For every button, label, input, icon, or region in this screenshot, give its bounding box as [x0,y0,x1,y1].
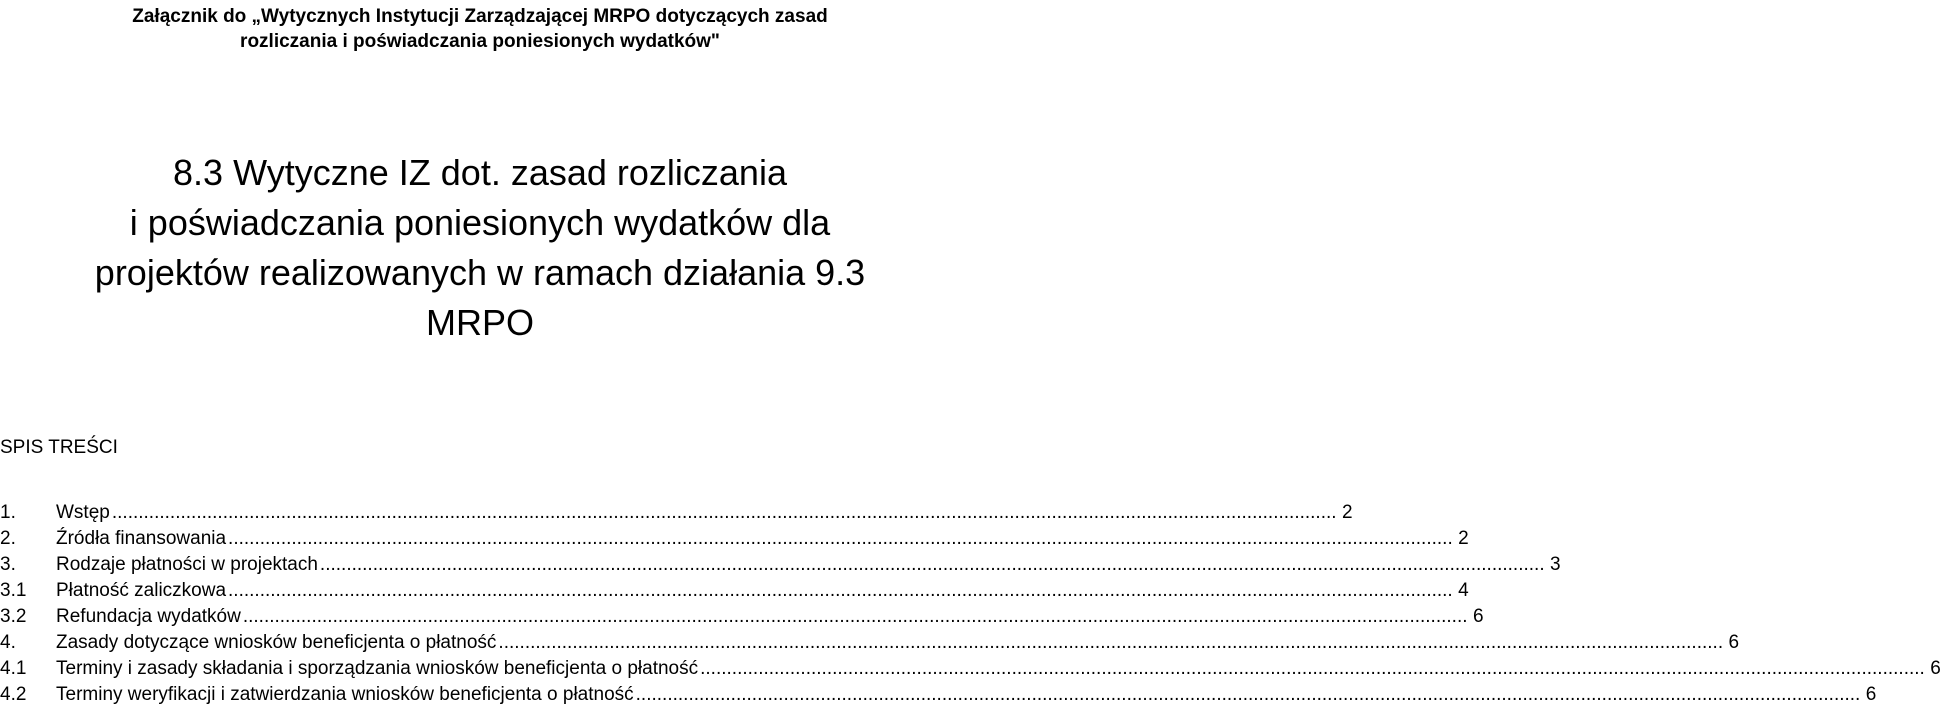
toc-entry-number: 4.1 [0,658,27,679]
table-of-contents [0,500,1941,708]
toc-entry-number: 1. [0,502,16,523]
header-line-1: Załącznik do „Wytycznych Instytucji Zarządzającej MRPO dotyczących zasad [132,6,828,27]
header-line-2: rozliczania i poświadczania poniesionych wydatków" [240,31,720,52]
toc-entry-page: 2 [1458,528,1469,549]
toc-entry[interactable] [0,682,1877,708]
toc-dot-leader [228,526,1453,552]
title-line-1: 8.3 Wytyczne IZ dot. zasad rozliczania [173,152,787,193]
toc-entry[interactable] [0,630,1740,656]
toc-entry-title: Zasady dotyczące wniosków beneficjenta o płatność [56,632,497,653]
toc-entry-title: Źródła finansowania [56,528,227,549]
title-line-4: MRPO [426,302,534,343]
toc-entry-number: 4. [0,632,16,653]
toc-entry-number: 3. [0,554,16,575]
toc-entry[interactable] [0,552,1561,578]
document-title [0,148,960,348]
title-line-3: projektów realizowanych w ramach działania 9.3 [94,252,866,293]
toc-entry-title: Płatność zaliczkowa [56,580,227,601]
toc-entry-number: 3.1 [0,580,27,601]
toc-entry-page: 6 [1728,632,1740,653]
toc-entry-title: Terminy i zasady składania i sporządzania wniosków beneficjenta o płatność [56,658,699,679]
toc-entry[interactable] [0,500,1353,526]
toc-heading: SPIS TREŚCI [0,437,118,458]
toc-entry-title: Terminy weryfikacji i zatwierdzania wniosków beneficjenta o płatność [56,684,634,705]
toc-dot-leader [320,552,1545,578]
toc-dot-leader [636,682,1861,708]
toc-entry-number: 4.2 [0,684,27,705]
toc-entry-page: 6 [1930,658,1941,679]
toc-entry[interactable] [0,526,1469,552]
toc-entry[interactable] [0,604,1484,630]
toc-entry-page: 4 [1458,580,1469,601]
toc-entry[interactable] [0,578,1469,604]
title-line-2: i poświadczania poniesionych wydatków dla [129,202,831,243]
toc-entry-title: Refundacja wydatków [56,606,241,627]
toc-dot-leader [228,578,1453,604]
toc-entry-title: Wstęp [56,502,110,523]
toc-entry-page: 2 [1341,502,1353,523]
toc-entry-page: 3 [1550,554,1561,575]
toc-entry-title: Rodzaje płatności w projektach [56,554,318,575]
toc-dot-leader [112,500,1337,526]
toc-entry-number: 2. [0,528,16,549]
toc-dot-leader [498,630,1723,656]
toc-entry-page: 6 [1472,606,1484,627]
document-header [0,0,960,54]
toc-dot-leader [700,656,1925,682]
toc-entry-number: 3.2 [0,606,27,627]
toc-entry-page: 6 [1865,684,1877,705]
toc-dot-leader [243,604,1468,630]
toc-entry[interactable] [0,656,1941,682]
